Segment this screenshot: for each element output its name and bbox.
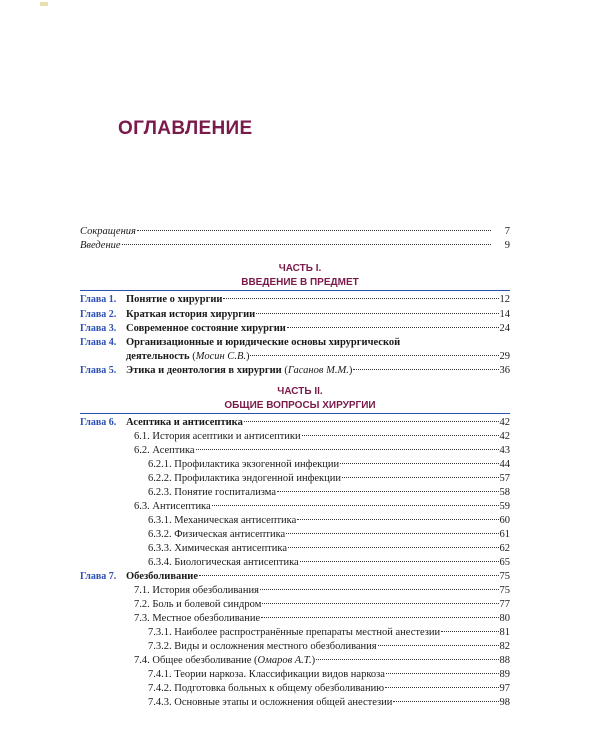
chapter-tag: Глава 6. xyxy=(80,417,117,428)
part1-subtitle: ВВЕДЕНИЕ В ПРЕДМЕТ xyxy=(241,277,359,288)
toc-entry-subsection[interactable]: 7.3.2. Виды и осложнения местного обезболивания 82 xyxy=(148,641,510,652)
author-name: Гасанов М.М. xyxy=(287,365,349,376)
leader-dots xyxy=(385,687,498,688)
leader-dots xyxy=(300,561,499,562)
part1-heading: ЧАСТЬ I. xyxy=(278,263,322,274)
leader-dots xyxy=(386,673,499,674)
leader-dots xyxy=(302,435,499,436)
toc-entry-subsection[interactable]: 7.4.1. Теории наркоза. Классификации видов наркоза 89 xyxy=(148,669,510,680)
toc-entry-chapter4[interactable]: деятельность ( Мосин С.В. ) 29 xyxy=(126,351,510,362)
toc-entry-chapter3[interactable]: Современное состояние хирургии 24 xyxy=(126,323,510,334)
part2-subtitle: ОБЩИЕ ВОПРОСЫ ХИРУРГИИ xyxy=(224,400,376,411)
toc-entry-subsection[interactable]: 6.2.3. Понятие госпитализма 58 xyxy=(148,487,510,498)
leader-dots xyxy=(199,575,498,576)
chapter-tag: Глава 4. xyxy=(80,337,117,348)
chapter-tag: Глава 3. xyxy=(80,323,117,334)
leader-dots xyxy=(287,327,499,328)
leader-dots xyxy=(288,547,498,548)
chapter-tag: Глава 1. xyxy=(80,294,117,305)
page-title: ОГЛАВЛЕНИЕ xyxy=(118,118,253,139)
leader-dots xyxy=(244,421,499,422)
leader-dots xyxy=(393,701,498,702)
toc-entry-subsection[interactable]: 7.4.3. Основные этапы и осложнения общей анестезии 98 xyxy=(148,697,510,708)
leader-dots xyxy=(212,505,499,506)
leader-dots xyxy=(256,313,498,314)
toc-entry-subsection[interactable]: 6.3.2. Физическая антисептика 61 xyxy=(148,529,510,540)
leader-dots xyxy=(340,463,498,464)
author-name: Омаров А.Т. xyxy=(257,655,312,666)
leader-dots xyxy=(378,645,499,646)
leader-dots xyxy=(250,355,498,356)
leader-dots xyxy=(277,491,498,492)
leader-dots xyxy=(286,533,498,534)
leader-dots xyxy=(342,477,499,478)
toc-entry-chapter4-line1[interactable]: Организационные и юридические основы хирургической xyxy=(126,337,401,348)
toc-entry-section[interactable]: 7.2. Боль и болевой синдром 77 xyxy=(134,599,510,610)
toc-entry-section[interactable]: 7.1. История обезболивания 75 xyxy=(134,585,510,596)
leader-dots xyxy=(441,631,498,632)
chapter-tag: Глава 2. xyxy=(80,309,117,320)
toc-entry-introduction[interactable]: Введение 9 xyxy=(80,240,510,251)
chapter-tag: Глава 7. xyxy=(80,571,117,582)
toc-entry-abbreviations[interactable]: Сокращения 7 xyxy=(80,226,510,237)
part2-rule xyxy=(80,413,510,414)
leader-dots xyxy=(260,589,499,590)
page-corner-mark xyxy=(40,2,48,6)
toc-entry-chapter5[interactable]: Этика и деонтология в хирургии ( Гасанов М.М. ) 36 xyxy=(126,365,510,376)
toc-entry-chapter1[interactable]: Понятие о хирургии 12 xyxy=(126,294,510,305)
leader-dots xyxy=(353,369,498,370)
toc-entry-chapter2[interactable]: Краткая история хирургии 14 xyxy=(126,309,510,320)
leader-dots xyxy=(316,659,498,660)
toc-entry-subsection[interactable]: 7.3.1. Наиболее распространённые препараты местной анестезии 81 xyxy=(148,627,510,638)
toc-entry-section[interactable]: 6.1. История асептики и антисептики 42 xyxy=(134,431,510,442)
toc-entry-subsection[interactable]: 6.2.2. Профилактика эндогенной инфекции 57 xyxy=(148,473,510,484)
chapter-tag: Глава 5. xyxy=(80,365,117,376)
part1-rule xyxy=(80,290,510,291)
toc-entry-section[interactable]: 7.4. Общее обезболивание ( Омаров А.Т. ) 88 xyxy=(134,655,510,666)
leader-dots xyxy=(261,617,498,618)
leader-dots xyxy=(137,230,491,231)
leader-dots xyxy=(196,449,499,450)
leader-dots xyxy=(262,603,498,604)
leader-dots xyxy=(223,298,498,299)
toc-entry-chapter6[interactable]: Асептика и антисептика 42 xyxy=(126,417,510,428)
toc-entry-subsection[interactable]: 7.4.2. Подготовка больных к общему обезболиванию 97 xyxy=(148,683,510,694)
toc-entry-chapter7[interactable]: Обезболивание 75 xyxy=(126,571,510,582)
toc-entry-subsection[interactable]: 6.2.1. Профилактика экзогенной инфекции 44 xyxy=(148,459,510,470)
part2-heading: ЧАСТЬ II. xyxy=(277,386,323,397)
toc-entry-subsection[interactable]: 6.3.3. Химическая антисептика 62 xyxy=(148,543,510,554)
toc-entry-section[interactable]: 6.2. Асептика 43 xyxy=(134,445,510,456)
toc-entry-subsection[interactable]: 6.3.1. Механическая антисептика 60 xyxy=(148,515,510,526)
leader-dots xyxy=(122,244,491,245)
author-name: Мосин С.В. xyxy=(195,351,246,362)
toc-entry-section[interactable]: 7.3. Местное обезболивание 80 xyxy=(134,613,510,624)
leader-dots xyxy=(297,519,498,520)
toc-entry-subsection[interactable]: 6.3.4. Биологическая антисептика 65 xyxy=(148,557,510,568)
toc-entry-section[interactable]: 6.3. Антисептика 59 xyxy=(134,501,510,512)
